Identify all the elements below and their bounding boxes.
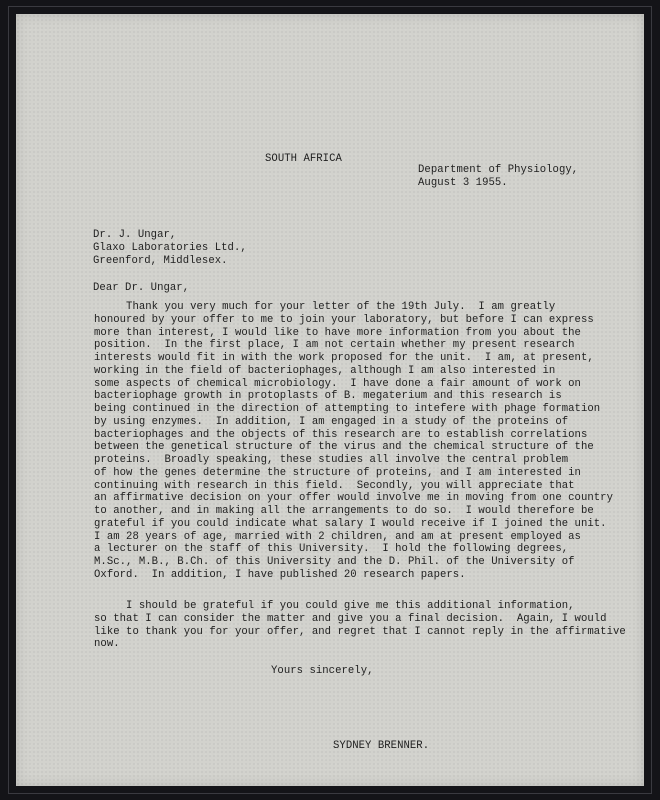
letter-date: August 3 1955.: [418, 177, 508, 189]
recipient-line: Dr. J. Ungar,: [93, 229, 177, 241]
body-line: so that I can consider the matter and give you a final decision. Again, I would: [94, 612, 607, 625]
letter-heading: SOUTH AFRICA: [265, 153, 342, 165]
body-line: continuing with research in this field. Secondly, you will appreciate that: [94, 479, 575, 492]
body-line: Oxford. In addition, I have published 20 research papers.: [94, 568, 466, 581]
body-line: I am 28 years of age, married with 2 children, and am at present employed as: [94, 530, 581, 543]
body-line: a lecturer on the staff of this University. I hold the following degrees,: [94, 543, 569, 556]
body-line: Thank you very much for your letter of the 19th July. I am greatly: [94, 301, 556, 313]
body-line: now.: [94, 638, 120, 651]
body-line: I should be grateful if you could give me this additional information,: [94, 600, 575, 612]
body-line: being continued in the direction of attempting to intefere with phage formation: [94, 403, 601, 415]
body-line: interests would fit in with the work proposed for the unit. I am, at present,: [94, 352, 594, 364]
body-line: between the genetical structure of the virus and the chemical structure of the: [94, 441, 594, 454]
body-line: of how the genes determine the structure of proteins, and I am interested in: [94, 466, 581, 479]
frame-border-bottom: [8, 793, 652, 794]
body-line: an affirmative decision on your offer would involve me in moving from one country: [94, 492, 613, 505]
body-line: some aspects of chemical microbiology. I have done a fair amount of work on: [94, 377, 581, 390]
body-line: more than interest, I would like to have more information from you about the: [94, 326, 581, 339]
body-line: working in the field of bacteriophages, although I am also interested in: [94, 364, 556, 377]
body-line: M.Sc., M.B., B.Ch. of this University and the D. Phil. of the University of: [94, 556, 575, 568]
body-line: by using enzymes. In addition, I am engaged in a study of the proteins of: [94, 415, 569, 428]
body-line: honoured by your offer to me to join your laboratory, but before I can express: [94, 313, 594, 326]
closing: Yours sincerely,: [271, 665, 374, 677]
body-line: to another, and in making all the arrangements to do so. I would therefore be: [94, 505, 594, 517]
recipient-line: Glaxo Laboratories Ltd.,: [93, 242, 247, 254]
salutation: Dear Dr. Ungar,: [93, 282, 190, 294]
body-line: bacteriophage growth in protoplasts of B. megaterium and this research is: [94, 390, 562, 403]
frame-border-right: [651, 6, 652, 794]
body-line: proteins. Broadly speaking, these studies all involve the central problem: [94, 454, 569, 466]
signature: SYDNEY BRENNER.: [333, 740, 430, 752]
frame-border-left: [8, 6, 9, 794]
body-line: position. In the first place, I am not certain whether my present research: [94, 339, 575, 352]
body-line: grateful if you could indicate what salary I would receive if I joined the unit.: [94, 517, 607, 530]
body-line: like to thank you for your offer, and regret that I cannot reply in the affirmative: [94, 625, 626, 638]
sender-department: Department of Physiology,: [418, 164, 579, 176]
frame-border-top: [8, 6, 652, 7]
recipient-line: Greenford, Middlesex.: [93, 255, 228, 267]
body-line: bacteriophages and the objects of this research are to establish correlations: [94, 428, 588, 441]
